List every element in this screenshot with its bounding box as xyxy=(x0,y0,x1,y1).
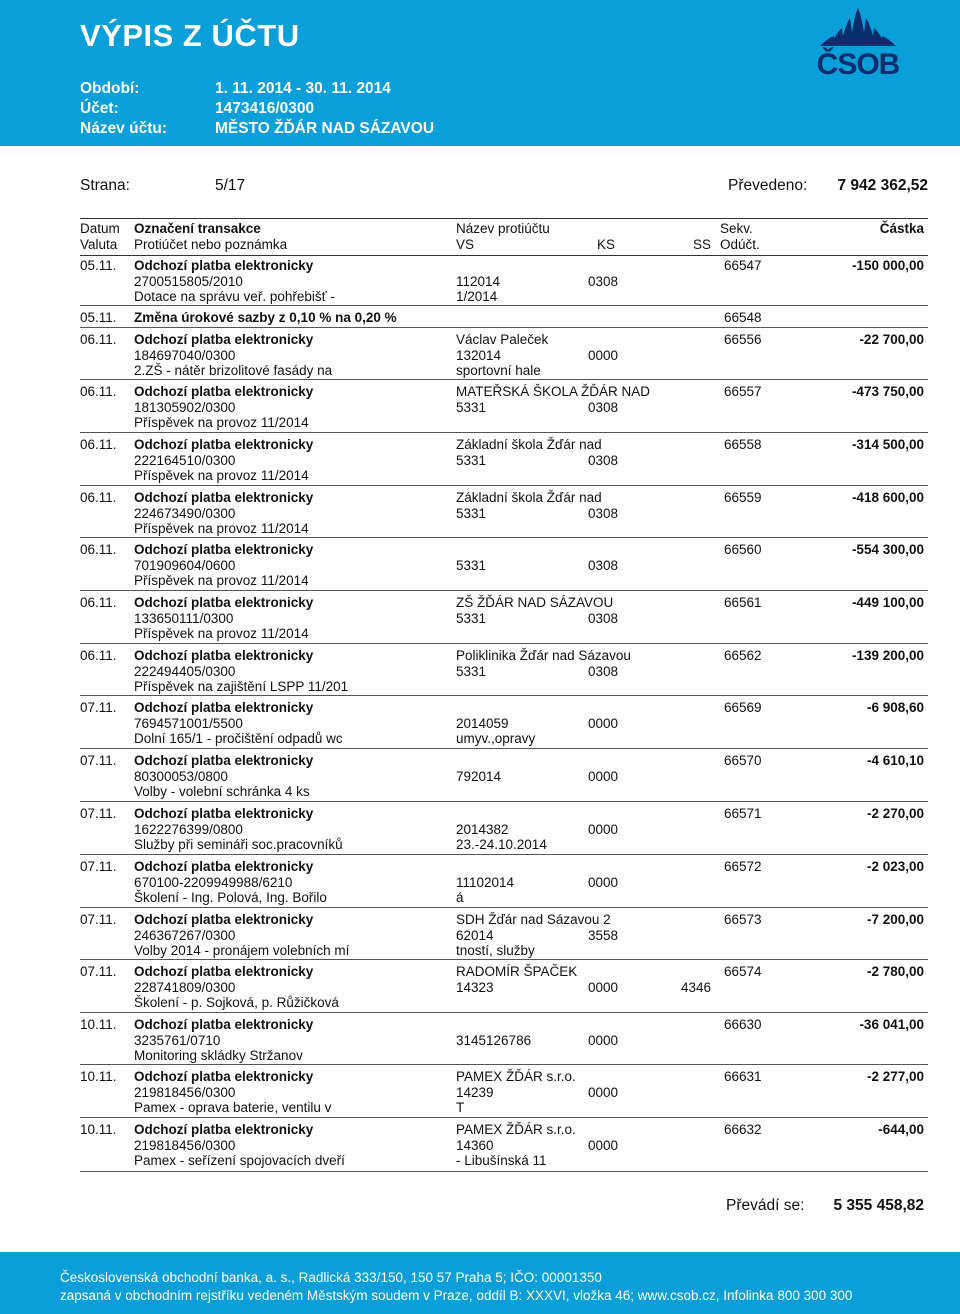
cell-name: PAMEX ŽĎÁR s.r.o. xyxy=(456,1069,576,1084)
cell-note: Příspěvek na provoz 11/2014 xyxy=(134,521,309,536)
cell-type: Odchozí platba elektronicky xyxy=(134,1069,314,1084)
logo-wordmark: ČSOB xyxy=(816,48,900,81)
col-protiucet: Protiúčet nebo poznámka xyxy=(134,237,288,252)
cell-amount: -6 908,60 xyxy=(866,700,924,715)
cell-vs: 2014382 xyxy=(456,821,509,837)
cell-type: Změna úrokové sazby z 0,10 % na 0,20 % xyxy=(134,310,397,325)
col-nazev: Název protiúčtu xyxy=(456,221,550,236)
footer-line-1: Československá obchodní banka, a. s., Radlická 333/150, 150 57 Praha 5; IČO: 00001350 xyxy=(60,1270,602,1285)
cell-amount: -449 100,00 xyxy=(851,595,924,610)
cell-type: Odchozí platba elektronicky xyxy=(134,859,314,874)
cell-date: 10.11. xyxy=(80,1017,117,1032)
cell-seq: 66548 xyxy=(724,310,762,325)
cell-type: Odchozí platba elektronicky xyxy=(134,964,314,979)
carried-label: Převedeno: xyxy=(728,177,808,194)
cell-vs2: umyv.,opravy xyxy=(456,731,536,746)
cell-vs: 5331 xyxy=(456,399,487,415)
cell-account: 670100-2209949988/6210 xyxy=(134,874,293,890)
col-datum: Datum xyxy=(80,221,120,236)
cell-ks: 3558 xyxy=(588,927,619,943)
cell-seq: 66569 xyxy=(724,700,762,715)
cell-vs2: - Libušínská 11 xyxy=(456,1153,547,1168)
cell-amount: -418 600,00 xyxy=(851,490,924,505)
row-divider xyxy=(80,432,928,433)
cell-seq: 66560 xyxy=(724,542,762,557)
cell-vs2: á xyxy=(456,890,464,905)
cell-seq: 66559 xyxy=(724,490,762,505)
cell-amount: -473 750,00 xyxy=(851,384,924,399)
cell-type: Odchozí platba elektronicky xyxy=(134,332,314,347)
cell-amount: -2 270,00 xyxy=(866,806,924,821)
cell-amount: -2 277,00 xyxy=(866,1069,924,1084)
cell-date: 06.11. xyxy=(80,490,117,505)
cell-vs: 5331 xyxy=(456,663,487,679)
row-divider xyxy=(80,1012,928,1013)
cell-seq: 66572 xyxy=(724,859,762,874)
cell-vs: 14360 xyxy=(456,1137,494,1153)
cell-note: Příspěvek na provoz 11/2014 xyxy=(134,626,309,641)
cell-account: 7694571001/5500 xyxy=(134,715,243,731)
logo-wave-icon xyxy=(810,6,906,48)
cell-account: 228741809/0300 xyxy=(134,979,236,995)
cell-amount: -4 610,10 xyxy=(866,753,924,768)
cell-type: Odchozí platba elektronicky xyxy=(134,490,314,505)
cell-date: 07.11. xyxy=(80,964,117,979)
cell-seq: 66562 xyxy=(724,648,762,663)
cell-account: 219818456/0300 xyxy=(134,1137,236,1153)
cell-vs: 62014 xyxy=(456,927,494,943)
cell-amount: -2 023,00 xyxy=(866,859,924,874)
cell-note: Příspěvek na provoz 11/2014 xyxy=(134,573,309,588)
cell-seq: 66558 xyxy=(724,437,762,452)
cell-ks: 0000 xyxy=(588,979,619,995)
cell-name: PAMEX ŽĎÁR s.r.o. xyxy=(456,1122,576,1137)
period-label: Období: xyxy=(80,80,140,97)
cell-vs: 112014 xyxy=(456,273,501,289)
cell-date: 10.11. xyxy=(80,1122,117,1137)
cell-vs: 5331 xyxy=(456,610,487,626)
cell-type: Odchozí platba elektronicky xyxy=(134,437,314,452)
cell-seq: 66557 xyxy=(724,384,762,399)
cell-note: 2.ZŠ - nátěr brizolitové fasády na xyxy=(134,363,333,378)
cell-account: 181305902/0300 xyxy=(134,399,236,415)
col-oznaceni: Označení transakce xyxy=(134,221,261,236)
cell-date: 05.11. xyxy=(80,310,117,325)
cell-name: Poliklinika Žďár nad Sázavou xyxy=(456,648,631,663)
table-top-rule xyxy=(80,218,928,219)
row-divider xyxy=(80,959,928,960)
cell-ks: 0000 xyxy=(588,1032,619,1048)
cell-date: 07.11. xyxy=(80,753,117,768)
cell-amount: -150 000,00 xyxy=(851,258,924,273)
cell-date: 06.11. xyxy=(80,595,117,610)
cell-vs: 792014 xyxy=(456,768,502,784)
cell-account: 222494405/0300 xyxy=(134,663,236,679)
period-value: 1. 11. 2014 - 30. 11. 2014 xyxy=(215,80,391,97)
cell-ks: 0308 xyxy=(588,610,619,626)
cell-account: 3235761/0710 xyxy=(134,1032,221,1048)
row-divider xyxy=(80,327,928,328)
cell-ks: 0308 xyxy=(588,399,619,415)
row-divider xyxy=(80,695,928,696)
cell-note: Školení - p. Sojková, p. Růžičková xyxy=(134,995,339,1010)
row-divider xyxy=(80,801,928,802)
row-divider xyxy=(80,537,928,538)
cell-date: 05.11. xyxy=(80,258,117,273)
cell-ks: 0000 xyxy=(588,821,619,837)
cell-type: Odchozí platba elektronicky xyxy=(134,700,314,715)
cell-type: Odchozí platba elektronicky xyxy=(134,542,314,557)
account-name-value: MĚSTO ŽĎÁR NAD SÁZAVOU xyxy=(215,120,435,137)
cell-date: 10.11. xyxy=(80,1069,117,1084)
cell-type: Odchozí platba elektronicky xyxy=(134,384,314,399)
cell-seq: 66631 xyxy=(724,1069,762,1084)
row-divider xyxy=(80,748,928,749)
cell-vs: 14323 xyxy=(456,979,494,995)
cell-account: 80300053/0800 xyxy=(134,768,228,784)
carried-value: 7 942 362,52 xyxy=(837,177,928,194)
cell-seq: 66556 xyxy=(724,332,762,347)
cell-account: 219818456/0300 xyxy=(134,1084,236,1100)
account-label: Účet: xyxy=(80,100,119,117)
cell-seq: 66574 xyxy=(724,964,762,979)
transfer-out-value: 5 355 458,82 xyxy=(833,1197,924,1214)
transfer-out-label: Převádí se: xyxy=(726,1197,805,1214)
cell-ks: 0000 xyxy=(588,347,619,363)
cell-vs: 5331 xyxy=(456,557,487,573)
cell-note: Pamex - oprava baterie, ventilu v xyxy=(134,1100,332,1115)
cell-ks: 0308 xyxy=(588,273,619,289)
cell-name: SDH Žďár nad Sázavou 2 xyxy=(456,912,611,927)
cell-date: 06.11. xyxy=(80,332,117,347)
cell-note: Monitoring skládky Stržanov xyxy=(134,1048,303,1063)
cell-type: Odchozí platba elektronicky xyxy=(134,806,314,821)
cell-name: MATEŘSKÁ ŠKOLA ŽĎÁR NAD xyxy=(456,384,651,399)
document-title: VÝPIS Z ÚČTU xyxy=(80,18,300,53)
cell-vs: 3145126786 xyxy=(456,1032,532,1048)
account-name-label: Název účtu: xyxy=(80,120,167,137)
cell-account: 2700515805/2010 xyxy=(134,273,243,289)
cell-type: Odchozí platba elektronicky xyxy=(134,1122,314,1137)
row-divider xyxy=(80,1117,928,1118)
cell-name: Základní škola Žďár nad xyxy=(456,490,602,505)
cell-date: 07.11. xyxy=(80,912,117,927)
cell-ks: 0000 xyxy=(588,768,619,784)
cell-vs2: 23.-24.10.2014 xyxy=(456,837,547,852)
row-divider xyxy=(80,379,928,380)
table-header-rule xyxy=(80,255,928,256)
cell-seq: 66573 xyxy=(724,912,762,927)
cell-amount: -314 500,00 xyxy=(851,437,924,452)
cell-date: 07.11. xyxy=(80,859,117,874)
cell-account: 701909604/0600 xyxy=(134,557,236,573)
account-value: 1473416/0300 xyxy=(215,100,315,117)
cell-vs2: 1/2014 xyxy=(456,289,498,304)
cell-vs: 5331 xyxy=(456,505,487,521)
cell-note: Příspěvek na provoz 11/2014 xyxy=(134,415,309,430)
cell-note: Služby při semináři soc.pracovníků xyxy=(134,837,343,852)
cell-amount: -36 041,00 xyxy=(859,1017,924,1032)
cell-date: 06.11. xyxy=(80,648,117,663)
row-divider xyxy=(80,1171,928,1172)
row-divider xyxy=(80,485,928,486)
bank-logo xyxy=(810,6,906,80)
cell-vs: 2014059 xyxy=(456,715,509,731)
page-label: Strana: xyxy=(80,177,130,194)
cell-account: 246367267/0300 xyxy=(134,927,236,943)
col-ss: SS xyxy=(693,237,712,252)
cell-account: 222164510/0300 xyxy=(134,452,236,468)
cell-amount: -644,00 xyxy=(878,1122,924,1137)
cell-type: Odchozí platba elektronicky xyxy=(134,595,314,610)
cell-date: 06.11. xyxy=(80,542,117,557)
cell-amount: -139 200,00 xyxy=(851,648,924,663)
cell-note: Příspěvek na zajištění LSPP 11/201 xyxy=(134,679,349,694)
col-ks: KS xyxy=(597,237,616,252)
cell-vs: 5331 xyxy=(456,452,487,468)
cell-date: 07.11. xyxy=(80,806,117,821)
cell-seq: 66561 xyxy=(724,595,762,610)
col-castka: Částka xyxy=(879,221,924,236)
cell-note: Volby - volební schránka 4 ks xyxy=(134,784,310,799)
cell-amount: -554 300,00 xyxy=(851,542,924,557)
row-divider xyxy=(80,1064,928,1065)
cell-ks: 0000 xyxy=(588,715,619,731)
cell-amount: -7 200,00 xyxy=(866,912,924,927)
cell-name: RADOMÍR ŠPAČEK xyxy=(456,964,578,979)
cell-account: 224673490/0300 xyxy=(134,505,236,521)
cell-name: Václav Paleček xyxy=(456,332,549,347)
cell-amount: -22 700,00 xyxy=(859,332,924,347)
cell-name: Základní škola Žďár nad xyxy=(456,437,602,452)
footer-line-2: zapsaná v obchodním rejstříku vedeném Městským soudem v Praze, oddíl B: XXXVI, vložka 46; www.csob.cz, Infolinka 800 300 300 xyxy=(60,1288,853,1303)
page-number: 5/17 xyxy=(215,177,246,194)
cell-account: 133650111/0300 xyxy=(134,610,234,626)
cell-note: Volby 2014 - pronájem volebních mí xyxy=(134,943,350,958)
row-divider xyxy=(80,907,928,908)
row-divider xyxy=(80,643,928,644)
cell-ks: 0308 xyxy=(588,505,619,521)
cell-ks: 0000 xyxy=(588,874,619,890)
cell-vs2: T xyxy=(456,1100,465,1115)
col-vs: VS xyxy=(456,237,475,252)
cell-type: Odchozí platba elektronicky xyxy=(134,1017,314,1032)
cell-ss: 4346 xyxy=(681,979,712,995)
cell-note: Školení - Ing. Polová, Ing. Bořilo xyxy=(134,890,327,905)
cell-seq: 66570 xyxy=(724,753,762,768)
cell-ks: 0308 xyxy=(588,452,619,468)
footer xyxy=(0,1252,960,1314)
cell-date: 06.11. xyxy=(80,437,117,452)
cell-type: Odchozí platba elektronicky xyxy=(134,753,314,768)
col-sekv: Sekv. xyxy=(720,221,753,236)
cell-note: Dotace na správu veř. pohřebišť - xyxy=(134,289,335,304)
cell-seq: 66571 xyxy=(724,806,762,821)
row-divider xyxy=(80,305,928,306)
row-divider xyxy=(80,590,928,591)
col-valuta: Valuta xyxy=(80,237,118,252)
cell-ks: 0308 xyxy=(588,663,619,679)
cell-type: Odchozí platba elektronicky xyxy=(134,648,314,663)
cell-seq: 66630 xyxy=(724,1017,762,1032)
cell-seq: 66547 xyxy=(724,258,762,273)
cell-vs2: tností, služby xyxy=(456,943,535,958)
col-oducet: Odúčt. xyxy=(720,237,760,252)
cell-type: Odchozí platba elektronicky xyxy=(134,912,314,927)
cell-account: 1622276399/0800 xyxy=(134,821,243,837)
cell-name: ZŠ ŽĎÁR NAD SÁZAVOU xyxy=(456,595,614,610)
cell-vs: 14239 xyxy=(456,1084,494,1100)
cell-account: 184697040/0300 xyxy=(134,347,236,363)
cell-type: Odchozí platba elektronicky xyxy=(134,258,314,273)
cell-ks: 0308 xyxy=(588,557,619,573)
cell-ks: 0000 xyxy=(588,1137,619,1153)
cell-seq: 66632 xyxy=(724,1122,762,1137)
cell-amount: -2 780,00 xyxy=(866,964,924,979)
cell-note: Příspěvek na provoz 11/2014 xyxy=(134,468,309,483)
cell-vs: 132014 xyxy=(456,347,502,363)
cell-vs: 11102014 xyxy=(456,874,515,890)
cell-date: 06.11. xyxy=(80,384,117,399)
row-divider xyxy=(80,854,928,855)
cell-date: 07.11. xyxy=(80,700,117,715)
cell-note: Dolní 165/1 - pročištění odpadů wc xyxy=(134,731,343,746)
cell-ks: 0000 xyxy=(588,1084,619,1100)
cell-vs2: sportovní hale xyxy=(456,363,541,378)
cell-note: Pamex - seřízení spojovacích dveří xyxy=(134,1153,345,1168)
